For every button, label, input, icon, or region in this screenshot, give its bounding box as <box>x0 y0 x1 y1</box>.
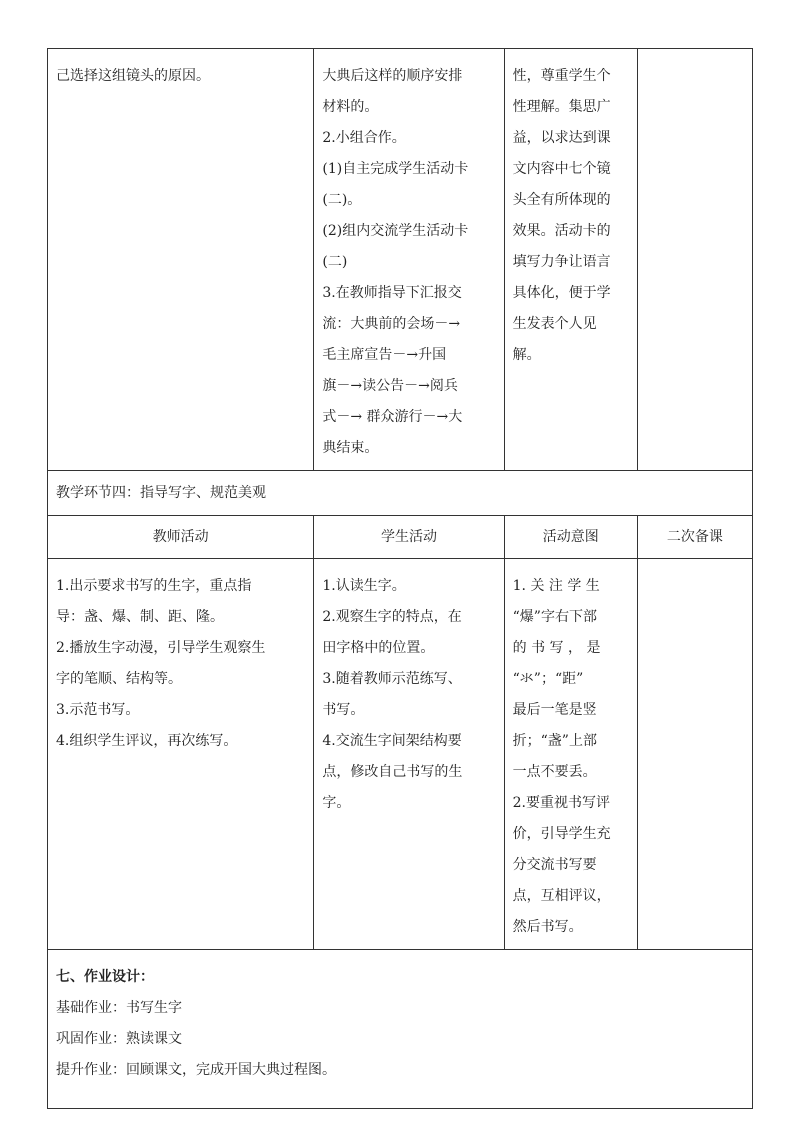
text-line: 文内容中七个镜 <box>512 161 611 177</box>
text-line: 分交流书写要 <box>512 857 597 873</box>
top-col2 <box>314 49 504 471</box>
text-line: 旗－→读公告－→阅兵 <box>322 378 458 394</box>
text-line: (1)自主完成学生活动卡 <box>322 161 469 177</box>
text-line: 性理解。集思广 <box>512 99 611 115</box>
text-line: 2.要重视书写评 <box>512 795 610 811</box>
text-line: 点，修改自己书写的生 <box>322 764 463 780</box>
main-col2 <box>314 559 504 950</box>
text-line: 最后一笔是竖 <box>512 702 597 718</box>
text-line: 田字格中的位置。 <box>322 640 435 656</box>
top-col4 <box>637 49 752 471</box>
text-line: 1. 关 注 学 生 <box>512 578 600 594</box>
text-line: 己选择这组镜头的原因。 <box>56 68 210 84</box>
text-line: 3.在教师指导下汇报交 <box>322 285 462 301</box>
text-line: (二) <box>322 254 348 270</box>
text-line: 效果。活动卡的 <box>512 223 611 239</box>
text-line: 导：盏、爆、制、距、隆。 <box>56 609 224 625</box>
text-line: 流：大典前的会场－→ <box>322 316 461 332</box>
text-line: 2.播放生字动漫，引导学生观察生 <box>56 640 266 656</box>
text-line: 解。 <box>512 347 541 363</box>
text-line: 生发表个人见 <box>512 316 597 332</box>
text-line: 折；“盏”上部 <box>512 733 597 749</box>
text-line: 式－→ 群众游行－→大 <box>322 409 463 425</box>
lesson-plan-table <box>47 48 753 1109</box>
homework-line: 提升作业：回顾课文，完成开国大典过程图。 <box>56 1062 336 1078</box>
homework-line: 巩固作业：熟读课文 <box>56 1031 182 1047</box>
text-line: 书写。 <box>322 702 365 718</box>
text-line: 材料的。 <box>322 99 379 115</box>
text-line: 头全有所体现的 <box>512 192 611 208</box>
text-line: (2)组内交流学生活动卡 <box>322 223 469 239</box>
text-line: 4.交流生字间架结构要 <box>322 733 462 749</box>
homework-section <box>48 950 753 1109</box>
text-line: 典结束。 <box>322 440 379 456</box>
top-col1 <box>48 49 314 471</box>
text-line: 1.出示要求书写的生字，重点指 <box>56 578 252 594</box>
text-line: 2.小组合作。 <box>322 130 406 146</box>
text-line: “氺”；“距” <box>512 671 584 687</box>
text-line: (二)。 <box>322 192 362 208</box>
text-line: 1.认读生字。 <box>322 578 406 594</box>
section-title: 教学环节四：指导写字、规范美观 <box>48 471 753 516</box>
text-line: 字的笔顺、结构等。 <box>56 671 182 687</box>
text-line: 字。 <box>322 795 351 811</box>
text-line: 的 书 写 ， 是 <box>512 640 601 656</box>
text-line: 然后书写。 <box>512 919 583 935</box>
homework-line: 基础作业：书写生字 <box>56 1000 182 1016</box>
header-teacher-activity: 教师活动 <box>48 516 314 559</box>
text-line: 4.组织学生评议，再次练写。 <box>56 733 238 749</box>
text-line: 具体化，便于学 <box>512 285 611 301</box>
main-col4 <box>637 559 752 950</box>
text-line: 3.随着教师示范练写、 <box>322 671 462 687</box>
text-line: 大典后这样的顺序安排 <box>322 68 463 84</box>
text-line: 一点不要丢。 <box>512 764 597 780</box>
header-activity-intent: 活动意图 <box>504 516 637 559</box>
top-col3 <box>504 49 637 471</box>
text-line: “爆”字右下部 <box>512 609 597 625</box>
main-col1 <box>48 559 314 950</box>
homework-title: 七、作业设计： <box>56 969 154 985</box>
header-student-activity: 学生活动 <box>314 516 504 559</box>
text-line: 毛主席宣告－→升国 <box>322 347 447 363</box>
text-line: 2.观察生字的特点，在 <box>322 609 462 625</box>
text-line: 填写力争让语言 <box>512 254 611 270</box>
text-line: 3.示范书写。 <box>56 702 140 718</box>
text-line: 性，尊重学生个 <box>512 68 611 84</box>
text-line: 价，引导学生充 <box>512 826 611 842</box>
text-line: 益，以求达到课 <box>512 130 611 146</box>
text-line: 点，互相评议， <box>512 888 611 904</box>
header-second-prep: 二次备课 <box>637 516 752 559</box>
main-col3 <box>504 559 637 950</box>
